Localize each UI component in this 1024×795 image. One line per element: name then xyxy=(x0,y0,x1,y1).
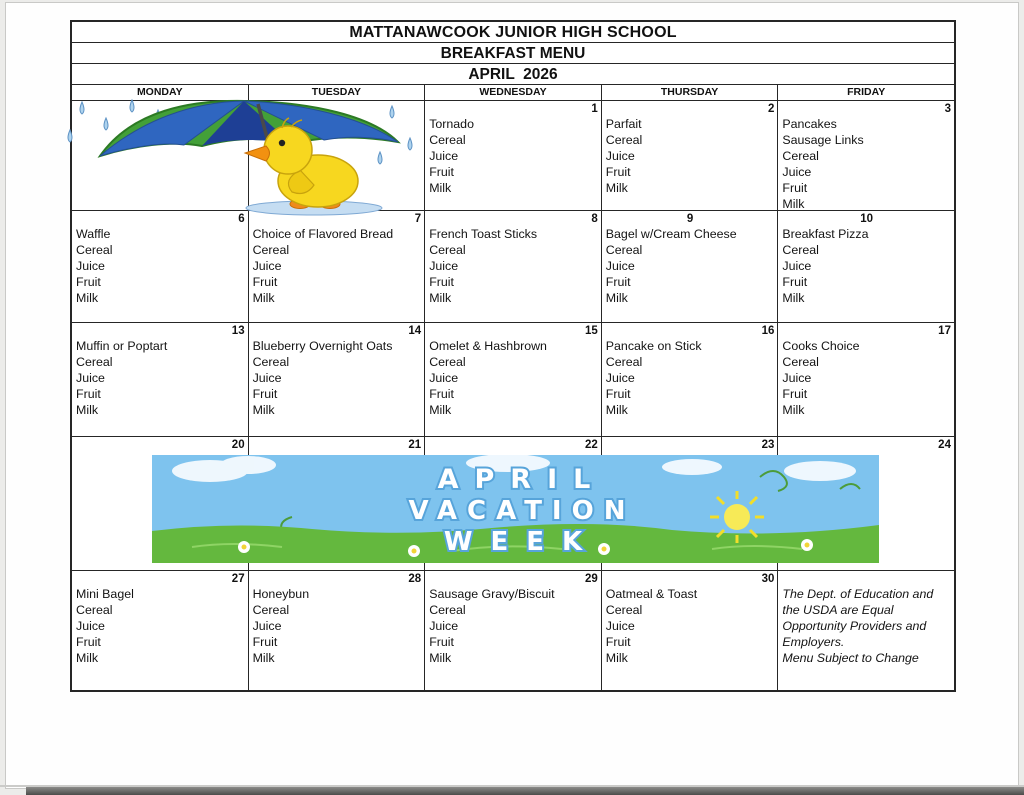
menu-item: Cereal xyxy=(252,355,290,369)
scanned-sheet xyxy=(5,2,1019,789)
menu-item: Juice xyxy=(76,259,105,273)
menu-item: Fruit xyxy=(76,635,101,649)
menu-item: Milk xyxy=(782,403,805,417)
calendar-cell xyxy=(425,211,602,322)
menu-item: Milk xyxy=(252,651,275,665)
menu-item: Juice xyxy=(252,259,282,273)
menu-item: Juice xyxy=(252,371,282,385)
menu-items xyxy=(76,586,245,666)
menu-item: Milk xyxy=(605,291,628,305)
menu-items xyxy=(429,338,598,418)
menu-items xyxy=(782,116,951,210)
menu-item: Fruit xyxy=(605,275,631,289)
menu-item: Milk xyxy=(76,403,99,417)
menu-item: Milk xyxy=(429,651,452,665)
menu-item: Cereal xyxy=(782,355,819,369)
calendar-cell xyxy=(778,571,954,690)
menu-items xyxy=(76,226,245,306)
menu-item: Bagel w/Cream Cheese xyxy=(605,227,737,241)
menu-item: Oatmeal & Toast xyxy=(605,587,698,601)
menu-item: Milk xyxy=(76,291,99,305)
menu-items xyxy=(606,586,775,666)
duck-umbrella-image xyxy=(62,98,424,216)
menu-item: Cereal xyxy=(429,603,466,617)
menu-item: Cereal xyxy=(76,355,113,369)
calendar-cell xyxy=(249,211,426,322)
day-header-thursday: THURSDAY xyxy=(602,85,779,100)
menu-item: Juice xyxy=(782,259,812,273)
menu-item: Fruit xyxy=(252,635,278,649)
day-header-monday: MONDAY xyxy=(72,85,249,100)
calendar-cell xyxy=(425,571,602,690)
menu-item: Milk xyxy=(429,181,452,195)
menu-title: BREAKFAST MENU xyxy=(72,43,954,64)
menu-item: Milk xyxy=(782,291,805,305)
menu-item: Cereal xyxy=(782,149,819,163)
menu-item: Juice xyxy=(429,619,459,633)
calendar-cell xyxy=(425,101,602,210)
menu-item: Milk xyxy=(429,403,452,417)
menu-item: Pancakes xyxy=(782,117,837,131)
menu-item: Cereal xyxy=(429,355,466,369)
menu-item: Milk xyxy=(782,197,805,210)
menu-item: Muffin or Poptart xyxy=(76,339,168,353)
menu-item: Waffle xyxy=(76,227,111,241)
menu-items xyxy=(429,116,598,196)
calendar-cell xyxy=(602,571,779,690)
calendar-cell xyxy=(72,323,249,436)
menu-item: Tornado xyxy=(429,117,474,131)
menu-item: Pancake on Stick xyxy=(605,339,702,353)
usda-note-line: The Dept. of Education and xyxy=(782,587,934,601)
vacation-banner-image xyxy=(152,455,879,563)
menu-item: Juice xyxy=(605,149,635,163)
banner-line-april: APRIL xyxy=(437,464,607,495)
breakfast-calendar-table xyxy=(70,20,956,692)
day-header-friday: FRIDAY xyxy=(847,86,886,98)
menu-item: Fruit xyxy=(782,181,808,195)
menu-item: Milk xyxy=(605,651,628,665)
menu-item: Sausage Gravy/Biscuit xyxy=(429,587,555,601)
usda-note-line: the USDA are Equal xyxy=(782,603,894,617)
calendar-cell xyxy=(425,323,602,436)
calendar-cell xyxy=(778,211,954,322)
day-number: 3 xyxy=(944,103,951,115)
day-number: 6 xyxy=(238,213,245,225)
menu-item: Milk xyxy=(429,291,452,305)
menu-item: Cereal xyxy=(605,243,643,257)
menu-item: Breakfast Pizza xyxy=(782,227,869,241)
menu-item: Cooks Choice xyxy=(782,339,860,353)
menu-item: Fruit xyxy=(429,275,454,289)
menu-item: Cereal xyxy=(76,603,113,617)
menu-item: Juice xyxy=(429,371,459,385)
week-row xyxy=(72,323,954,437)
menu-item: Cereal xyxy=(782,243,819,257)
week-row xyxy=(72,211,954,323)
menu-item: Cereal xyxy=(605,355,643,369)
menu-item: Fruit xyxy=(429,387,454,401)
menu-item: Juice xyxy=(76,619,105,633)
banner-line-vacation: VACATION xyxy=(408,496,636,526)
menu-item: Fruit xyxy=(429,165,454,179)
menu-items xyxy=(429,226,598,306)
menu-items xyxy=(782,338,951,418)
calendar-cell xyxy=(72,571,249,690)
day-number: 2 xyxy=(767,103,775,115)
menu-item: Parfait xyxy=(605,117,642,131)
menu-item: Fruit xyxy=(76,275,101,289)
day-number: 16 xyxy=(761,325,775,337)
menu-item: Cereal xyxy=(252,603,290,617)
day-number: 24 xyxy=(938,439,951,451)
menu-item: Juice xyxy=(76,371,105,385)
day-number: 7 xyxy=(414,213,422,225)
menu-item: Cereal xyxy=(252,243,290,257)
usda-note-line: Opportunity Providers and xyxy=(782,619,927,633)
menu-item: Sausage Links xyxy=(782,133,864,147)
menu-items xyxy=(782,226,951,306)
day-number: 22 xyxy=(584,439,598,451)
day-number: 8 xyxy=(591,213,598,225)
banner-line-week: WEEK xyxy=(443,527,601,557)
day-number: 29 xyxy=(584,573,598,585)
school-name: MATTANAWCOOK JUNIOR HIGH SCHOOL xyxy=(72,22,954,43)
menu-item: Milk xyxy=(252,403,275,417)
menu-items xyxy=(429,586,598,666)
menu-items xyxy=(253,226,422,306)
menu-item: Fruit xyxy=(252,387,278,401)
calendar-cell xyxy=(602,211,779,322)
menu-item: Cereal xyxy=(605,603,643,617)
menu-item: Milk xyxy=(605,403,628,417)
calendar-cell xyxy=(778,323,954,436)
menu-item: Milk xyxy=(252,291,275,305)
day-header-wednesday: WEDNESDAY xyxy=(425,85,602,100)
menu-item: French Toast Sticks xyxy=(429,227,538,241)
day-number: 30 xyxy=(761,573,775,585)
day-header-tuesday: TUESDAY xyxy=(249,85,426,100)
menu-item: Honeybun xyxy=(252,587,310,601)
day-number: 14 xyxy=(408,325,422,337)
calendar-cell xyxy=(72,211,249,322)
menu-item: Cereal xyxy=(605,133,643,147)
menu-item: Choice of Flavored Bread xyxy=(252,227,394,241)
menu-items xyxy=(606,116,775,196)
day-number: 10 xyxy=(860,213,874,225)
menu-item: Fruit xyxy=(782,387,808,401)
calendar-cell xyxy=(249,571,426,690)
day-number: 17 xyxy=(938,325,951,337)
calendar-cell xyxy=(602,323,779,436)
day-number: 15 xyxy=(584,325,598,337)
menu-item: Blueberry Overnight Oats xyxy=(252,339,393,353)
menu-item: Juice xyxy=(429,149,459,163)
menu-item: Cereal xyxy=(76,243,113,257)
day-number: 28 xyxy=(408,573,422,585)
menu-item: Fruit xyxy=(605,165,631,179)
day-number xyxy=(782,572,951,586)
calendar-cell xyxy=(249,323,426,436)
day-number: 13 xyxy=(231,325,245,337)
menu-item: Cereal xyxy=(429,243,466,257)
month-title: APRIL 2026 xyxy=(72,64,954,85)
menu-item: Mini Bagel xyxy=(76,587,134,601)
banner-sun xyxy=(710,491,764,543)
week-row xyxy=(72,571,954,690)
menu-item: Fruit xyxy=(76,387,101,401)
usda-note-line: Menu Subject to Change xyxy=(782,651,919,665)
menu-item: Juice xyxy=(605,371,635,385)
menu-items xyxy=(76,338,245,418)
menu-item: Juice xyxy=(252,619,282,633)
menu-item: Fruit xyxy=(429,635,454,649)
menu-items xyxy=(606,226,775,306)
menu-item: Fruit xyxy=(782,275,808,289)
menu-item: Juice xyxy=(605,259,635,273)
menu-items xyxy=(606,338,775,418)
menu-item: Juice xyxy=(782,371,812,385)
menu-item: Fruit xyxy=(605,387,631,401)
day-number: 21 xyxy=(408,439,422,451)
usda-note-line: Employers. xyxy=(782,635,845,649)
menu-item: Cereal xyxy=(429,133,466,147)
menu-item: Omelet & Hashbrown xyxy=(429,339,547,353)
menu-items xyxy=(253,338,422,418)
menu-item: Juice xyxy=(429,259,459,273)
menu-item: Fruit xyxy=(252,275,278,289)
day-number: 9 xyxy=(686,213,694,225)
menu-items xyxy=(253,586,422,666)
scan-edge-artifact xyxy=(26,787,1024,795)
day-number: 20 xyxy=(231,439,245,451)
menu-item: Milk xyxy=(76,651,99,665)
calendar-cell xyxy=(602,101,779,210)
menu-item: Juice xyxy=(782,165,812,179)
usda-note xyxy=(782,586,951,666)
day-number: 27 xyxy=(231,573,245,585)
menu-item: Fruit xyxy=(605,635,631,649)
day-number: 1 xyxy=(591,103,598,115)
day-number: 23 xyxy=(761,439,775,451)
calendar-cell xyxy=(778,101,954,210)
menu-item: Juice xyxy=(605,619,635,633)
menu-item: Milk xyxy=(605,181,628,195)
